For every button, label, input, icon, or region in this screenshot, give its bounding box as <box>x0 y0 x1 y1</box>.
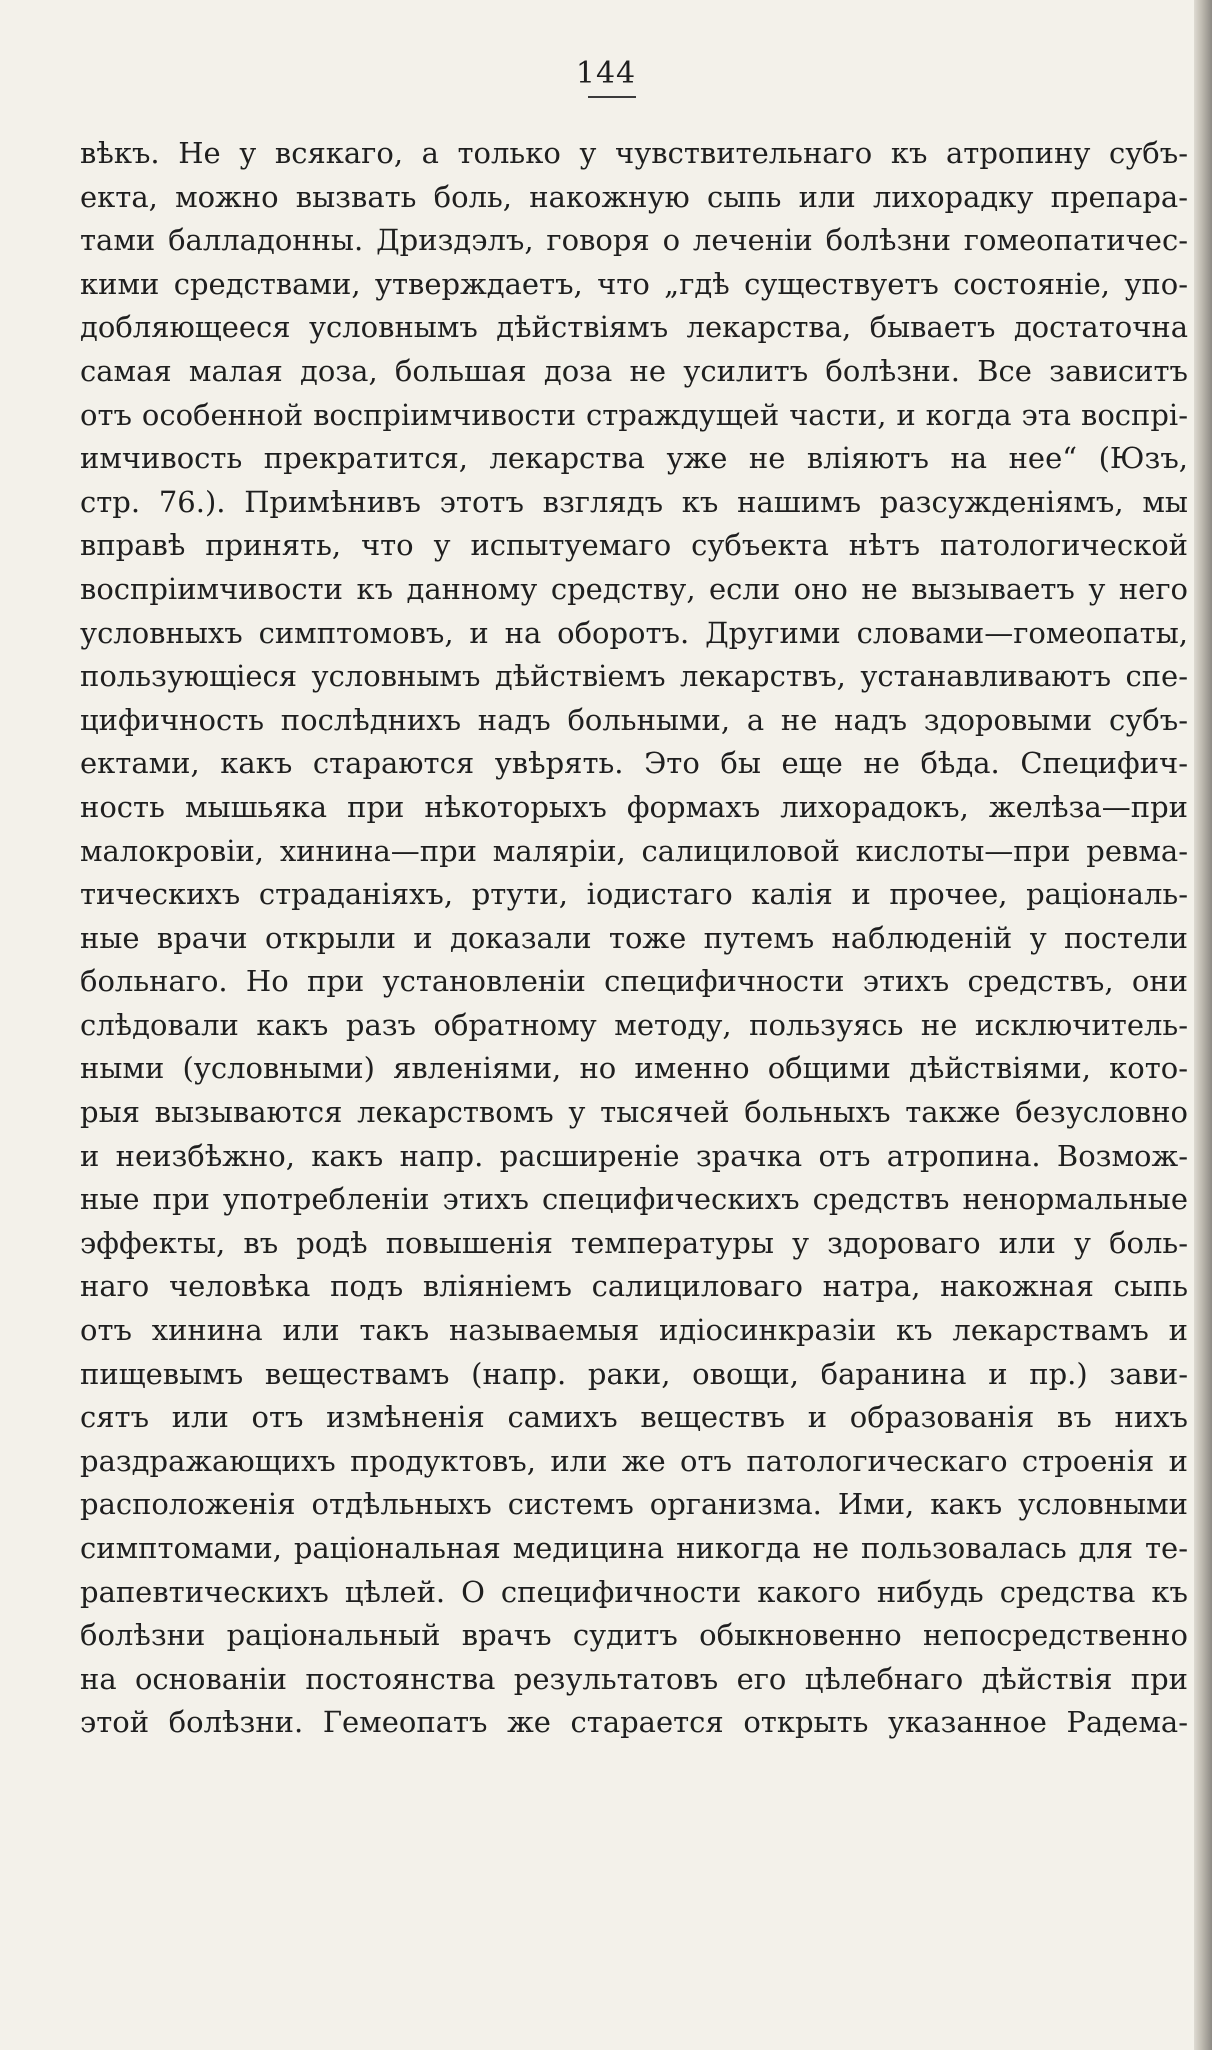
text-line: наго человѣка подъ вліяніемъ салициловаго натра, накожная сыпь <box>80 1269 1188 1304</box>
text-line: болѣзни раціональный врачъ судитъ обыкновенно непосредственно <box>80 1618 1188 1653</box>
text-line: ные при употребленіи этихъ специфическихъ средствъ ненормальные <box>80 1182 1188 1217</box>
text-line: ектами, какъ стараются увѣрять. Это бы еще не бѣда. Специфич- <box>80 746 1188 781</box>
text-line: пищевымъ веществамъ (напр. раки, овощи, баранина и пр.) зави- <box>80 1356 1188 1391</box>
text-line: кими средствами, утверждаетъ, что „гдѣ существуетъ состояніе, упо- <box>80 266 1188 301</box>
book-spine-edge <box>1194 0 1212 2050</box>
text-line: ные врачи открыли и доказали тоже путемъ наблюденій у постели <box>80 920 1188 955</box>
text-line: екта, можно вызвать боль, накожную сыпь или лихорадку препара- <box>80 179 1188 214</box>
text-line: слѣдовали какъ разъ обратному методу, пользуясь не исключитель- <box>80 1007 1188 1042</box>
text-line: симптомами, раціональная медицина никогда не пользовалась для те- <box>80 1531 1188 1565</box>
text-line: имчивость прекратится, лекарства уже не вліяютъ на нее“ (Юзъ, <box>80 441 1188 476</box>
text-line: тами балладонны. Дриздэлъ, говоря о леченіи болѣзни гомеопатичес- <box>80 223 1188 258</box>
text-line: отъ хинина или такъ называемыя идіосинкразіи къ лекарствамъ и <box>80 1313 1188 1348</box>
text-line: рыя вызываются лекарствомъ у тысячей больныхъ также безусловно <box>80 1095 1188 1130</box>
text-line: условныхъ симптомовъ, и на оборотъ. Другими словами—гомеопаты, <box>80 615 1188 650</box>
text-line: сятъ или отъ измѣненія самихъ веществъ и образованія въ нихъ <box>80 1400 1188 1435</box>
text-line: воспріимчивости къ данному средству, если оно не вызываетъ у него <box>80 571 1188 606</box>
body-text <box>80 132 1188 1745</box>
page-number: 144 <box>575 56 637 91</box>
text-line: раздражающихъ продуктовъ, или же отъ патологическаго строенія и <box>80 1443 1188 1478</box>
text-line: стр. 76.). Примѣнивъ этотъ взглядъ къ нашимъ разсужденіямъ, мы <box>80 484 1188 519</box>
text-line: добляющееся условнымъ дѣйствіямъ лекарства, бываетъ достаточна <box>80 310 1188 345</box>
text-line: расположенія отдѣльныхъ системъ организма. Ими, какъ условными <box>80 1487 1188 1522</box>
text-line: пользующіеся условнымъ дѣйствіемъ лекарствъ, устанавливаютъ спе- <box>80 659 1188 694</box>
text-line: самая малая доза, большая доза не усилитъ болѣзни. Все зависитъ <box>80 353 1188 388</box>
text-line: этой болѣзни. Гемеопатъ же старается открыть указанное Радема- <box>80 1705 1188 1740</box>
text-line: на основаніи постоянства результатовъ его цѣлебнаго дѣйствія при <box>80 1661 1188 1696</box>
text-line: ность мышьяка при нѣкоторыхъ формахъ лихорадокъ, желѣза—при <box>80 789 1188 824</box>
text-line: малокровіи, хинина—при маляріи, салициловой кислоты—при ревма- <box>80 833 1188 868</box>
text-line: и неизбѣжно, какъ напр. расширеніе зрачка отъ атропина. Возмож- <box>80 1138 1188 1173</box>
text-line: вправѣ принять, что у испытуемаго субъекта нѣтъ патологической <box>80 528 1188 563</box>
text-line: рапевтическихъ цѣлей. О специфичности какого нибудь средства къ <box>80 1574 1188 1609</box>
text-line: ными (условными) явленіями, но именно общими дѣйствіями, кото- <box>80 1051 1188 1086</box>
text-line: вѣкъ. Не у всякаго, а только у чувствительнаго къ атропину субъ- <box>80 136 1188 170</box>
page-number-rule <box>588 96 636 98</box>
text-line: больнаго. Но при установленіи специфичности этихъ средствъ, они <box>80 964 1188 999</box>
text-line: тическихъ страданіяхъ, ртути, іодистаго калія и прочее, раціональ- <box>80 877 1188 912</box>
text-line: отъ особенной воспріимчивости страждущей части, и когда эта воспрі- <box>80 397 1188 432</box>
text-line: цифичность послѣднихъ надъ больными, а не надъ здоровыми субъ- <box>80 702 1188 737</box>
text-line: эффекты, въ родѣ повышенія температуры у здороваго или у боль- <box>80 1225 1188 1260</box>
